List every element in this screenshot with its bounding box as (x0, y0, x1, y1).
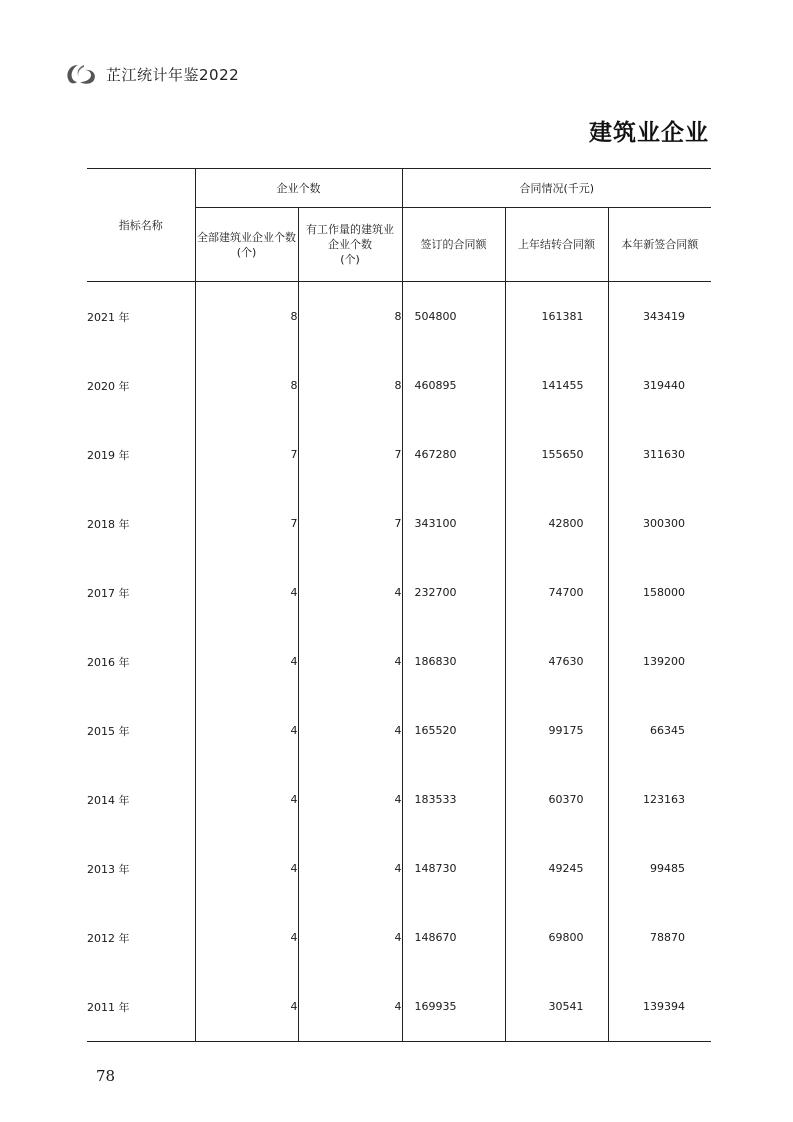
cell-year: 2018 年 (87, 517, 130, 531)
table-row (87, 489, 711, 558)
cell-new-contract: 139200 (608, 627, 711, 696)
cell-new-contract: 319440 (608, 351, 711, 420)
cell-working-enterprises: 4 (298, 903, 402, 972)
cell-carried-contract: 42800 (505, 489, 608, 558)
col-header-new-contract: 本年新签合同额 (608, 208, 711, 282)
cell-signed-contract: 148730 (402, 834, 505, 903)
cell-signed-contract: 343100 (402, 489, 505, 558)
col-header-working-enterprises (298, 208, 402, 282)
col-header-unit: (个) (236, 245, 257, 259)
section-title: 建筑业企业 (589, 120, 709, 146)
cell-new-contract: 123163 (608, 765, 711, 834)
cell-working-enterprises: 4 (298, 627, 402, 696)
cell-working-enterprises: 4 (298, 834, 402, 903)
row-header: 指标名称 (87, 169, 195, 282)
cell-signed-contract: 232700 (402, 558, 505, 627)
cell-year: 2012 年 (87, 931, 130, 945)
group-header-enterprise: 企业个数 (195, 169, 402, 208)
table-row (87, 903, 711, 972)
cell-working-enterprises: 4 (298, 696, 402, 765)
cell-all-enterprises: 4 (195, 627, 298, 696)
cell-carried-contract: 60370 (505, 765, 608, 834)
cell-year: 2011 年 (87, 972, 195, 1042)
table-row (87, 420, 711, 489)
yearbook-title: 芷江统计年鉴2022 (106, 65, 240, 84)
table-row (87, 282, 711, 352)
cell-signed-contract: 165520 (402, 696, 505, 765)
col-header-all-enterprises (195, 208, 298, 282)
table-row (87, 834, 711, 903)
cell-working-enterprises: 7 (298, 489, 402, 558)
cell-new-contract: 66345 (608, 696, 711, 765)
cell-signed-contract: 467280 (402, 420, 505, 489)
col-header-carried-contract: 上年结转合同额 (505, 208, 608, 282)
cell-new-contract: 343419 (608, 282, 711, 352)
cell-carried-contract: 30541 (505, 972, 608, 1042)
cell-working-enterprises: 4 (298, 558, 402, 627)
cell-year: 2021 年 (87, 310, 130, 324)
cell-all-enterprises: 4 (195, 903, 298, 972)
col-header-unit: (个) (340, 253, 360, 266)
cell-signed-contract: 186830 (402, 627, 505, 696)
cell-all-enterprises: 8 (195, 282, 298, 352)
cell-all-enterprises: 4 (195, 558, 298, 627)
col-header-text: 全部建筑业企业个数 (197, 230, 296, 244)
yearbook-logo-icon (64, 62, 98, 86)
cell-new-contract: 158000 (608, 558, 711, 627)
construction-enterprise-table (87, 168, 711, 1042)
cell-new-contract: 300300 (608, 489, 711, 558)
cell-carried-contract: 161381 (505, 282, 608, 352)
cell-working-enterprises: 8 (298, 351, 402, 420)
cell-year: 2013 年 (87, 862, 130, 876)
col-header-signed-contract: 签订的合同额 (402, 208, 505, 282)
table-row (87, 972, 711, 1042)
page-number: 78 (96, 1067, 116, 1085)
cell-year: 2015 年 (87, 724, 130, 738)
cell-all-enterprises: 8 (195, 351, 298, 420)
table-row (87, 351, 711, 420)
cell-working-enterprises: 7 (298, 420, 402, 489)
cell-working-enterprises: 8 (298, 282, 402, 352)
col-header-text: 有工作量的建筑业 (306, 223, 394, 236)
col-header-text: 企业个数 (328, 238, 372, 251)
cell-carried-contract: 141455 (505, 351, 608, 420)
cell-year: 2014 年 (87, 793, 130, 807)
cell-all-enterprises: 4 (195, 765, 298, 834)
table-row (87, 696, 711, 765)
cell-all-enterprises: 4 (195, 834, 298, 903)
page-header (64, 62, 239, 86)
cell-signed-contract: 169935 (402, 972, 505, 1042)
cell-year: 2017 年 (87, 586, 130, 600)
cell-signed-contract: 148670 (402, 903, 505, 972)
cell-signed-contract: 460895 (402, 351, 505, 420)
cell-all-enterprises: 4 (195, 696, 298, 765)
cell-working-enterprises: 4 (298, 972, 402, 1042)
cell-carried-contract: 47630 (505, 627, 608, 696)
cell-new-contract: 311630 (608, 420, 711, 489)
cell-year: 2019 年 (87, 448, 130, 462)
cell-year: 2020 年 (87, 379, 130, 393)
cell-working-enterprises: 4 (298, 765, 402, 834)
cell-carried-contract: 74700 (505, 558, 608, 627)
cell-all-enterprises: 4 (195, 972, 298, 1042)
table-row (87, 765, 711, 834)
table-row (87, 558, 711, 627)
cell-signed-contract: 504800 (402, 282, 505, 352)
cell-carried-contract: 69800 (505, 903, 608, 972)
cell-signed-contract: 183533 (402, 765, 505, 834)
cell-year: 2016 年 (87, 655, 130, 669)
cell-new-contract: 78870 (608, 903, 711, 972)
cell-new-contract: 99485 (608, 834, 711, 903)
cell-new-contract: 139394 (608, 972, 711, 1042)
cell-carried-contract: 99175 (505, 696, 608, 765)
table-body (87, 282, 711, 1042)
table-row (87, 627, 711, 696)
cell-carried-contract: 49245 (505, 834, 608, 903)
cell-carried-contract: 155650 (505, 420, 608, 489)
cell-all-enterprises: 7 (195, 489, 298, 558)
cell-all-enterprises: 7 (195, 420, 298, 489)
group-header-contract: 合同情况(千元) (402, 169, 711, 208)
